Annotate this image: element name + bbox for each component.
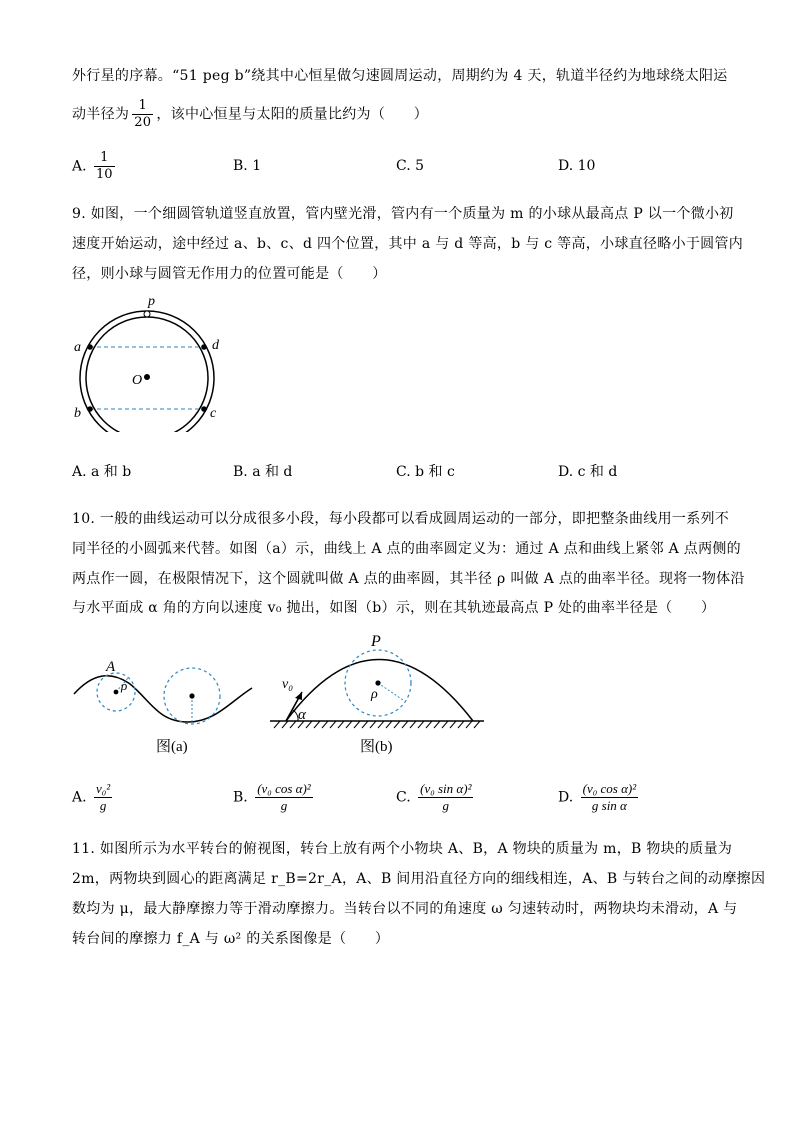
- q8-option-a-fraction: [94, 150, 115, 183]
- q9-point-c: [201, 406, 207, 412]
- q10b-caption: 图(b): [360, 739, 393, 755]
- q10b-label-v0: v₀: [282, 677, 294, 692]
- q9-tube-figure: [66, 292, 236, 432]
- q8-option-d-text: 10: [577, 158, 596, 174]
- q9-point-d: [201, 344, 207, 350]
- q10b-arrowhead: [295, 692, 302, 700]
- q8-option-a-numerator: 1: [94, 150, 115, 167]
- q10-line-1: 10. 一般的曲线运动可以分成很多小段，每小段都可以看成圆周运动的一部分，即把整条曲线用一系列不: [72, 511, 730, 527]
- q10a-label-a: A: [106, 659, 116, 675]
- q10-option-a-fraction: [94, 781, 112, 814]
- q8-option-d[interactable]: [558, 156, 595, 176]
- q10b-radius: [378, 683, 403, 700]
- q10-option-d-denominator: g sin α: [591, 798, 627, 813]
- q10b-trajectory: [286, 660, 473, 722]
- q8-option-a-denominator: 10: [96, 167, 113, 182]
- q9-ball-p: [144, 311, 150, 317]
- q10-option-b-denominator: g: [280, 798, 288, 813]
- q10-option-c-denominator: g: [442, 798, 450, 813]
- q10b-center: [375, 680, 380, 685]
- q9-label-o: O: [132, 373, 143, 388]
- q10-option-d-numerator: (v₀ cos α)²: [582, 781, 637, 796]
- q10a-large-center: [189, 693, 194, 698]
- q10-option-b-fraction: [255, 781, 313, 814]
- q9-option-d[interactable]: D. c 和 d: [558, 464, 618, 480]
- q8-fraction-numerator: 1: [132, 98, 153, 115]
- q8-option-b-key: B.: [233, 158, 248, 174]
- q8-option-c-text: 5: [415, 158, 425, 174]
- q10-option-a-denominator: g: [99, 798, 107, 813]
- q9-option-b[interactable]: B. a 和 d: [233, 464, 293, 480]
- q9-line-3: 径，则小球与圆管无作用力的位置可能是（ ）: [72, 266, 387, 282]
- q10-option-c-fraction: [418, 781, 473, 814]
- q9-label-a: a: [74, 340, 81, 355]
- q10-option-a[interactable]: [72, 781, 115, 814]
- q9-label-d: d: [212, 338, 219, 353]
- q10-figure-a: [70, 652, 260, 762]
- q8-line-2-prefix: 动半径为: [72, 106, 130, 123]
- q10a-small-center: [114, 690, 119, 695]
- q10-option-d-key: D.: [558, 789, 574, 806]
- q8-option-d-key: D.: [558, 158, 574, 174]
- q9-label-b: b: [74, 406, 81, 421]
- q10-option-b-key: B.: [233, 789, 248, 806]
- q10-line-4: 与水平面成 α 角的方向以速度 v₀ 抛出，如图（b）示，则在其轨迹最高点 P 处的曲率半径是（ ）: [72, 600, 716, 616]
- q8-option-c-key: C.: [396, 158, 411, 174]
- q8-line-2-suffix: ，该中心恒星与太阳的质量比约为（ ）: [156, 106, 429, 123]
- q8-line-1: 外行星的序幕。“51 peg b”绕其中心恒星做匀速圆周运动，周期约为 4 天，轨道半径约为地球绕太阳运: [72, 68, 728, 84]
- q8-fraction: [132, 98, 153, 131]
- q10-option-d-fraction: [581, 781, 639, 814]
- q9-label-p: p: [148, 294, 155, 309]
- q10-option-d[interactable]: [558, 781, 641, 814]
- q8-option-b-text: 1: [252, 158, 262, 174]
- q9-point-a: [87, 344, 93, 350]
- q8-line-2: [72, 98, 428, 131]
- q10-option-a-numerator: v₀²: [96, 781, 111, 796]
- q8-option-b[interactable]: [233, 156, 261, 176]
- q9-label-c: c: [210, 406, 217, 421]
- q8-fraction-denominator: 20: [134, 115, 152, 130]
- q10b-label-p: P: [371, 633, 381, 650]
- q10-option-c-numerator: (v₀ sin α)²: [420, 781, 472, 796]
- q10-line-3: 两点作一圆，在极限情况下，这个圆就叫做 A 点的曲率圆，其半径 ρ 叫做 A 点的曲率半径。现将一物体沿: [72, 571, 745, 587]
- q9-outer-ring: [80, 311, 214, 432]
- q11-line-4: 转台间的摩擦力 f_A 与 ω² 的关系图像是（ ）: [72, 931, 390, 947]
- q10-option-c-key: C.: [396, 789, 411, 806]
- q9-line-2: 速度开始运动，途中经过 a、b、c、d 四个位置，其中 a 与 d 等高，b 与 c 等高，小球直径略小于圆管内: [72, 236, 744, 252]
- q10-option-b[interactable]: [233, 781, 316, 814]
- q10b-label-rho: ρ: [371, 687, 378, 702]
- q8-option-a-key: A.: [72, 158, 87, 175]
- q8-option-a[interactable]: [72, 150, 118, 183]
- q10-line-2: 同半径的小圆弧来代替。如图（a）示，曲线上 A 点的曲率圆定义为：通过 A 点和曲线上紧邻 A 点两侧的: [72, 541, 741, 557]
- q9-option-a[interactable]: A. a 和 b: [72, 464, 132, 480]
- q9-line-1: 9. 如图，一个细圆管轨道竖直放置，管内壁光滑，管内有一个质量为 m 的小球从最高点 P 以一个微小初: [72, 206, 734, 222]
- q10-figure-b: [268, 628, 490, 762]
- q11-line-2: 2m，两物块到圆心的距离满足 r_B=2r_A，A、B 间用沿直径方向的细线相连，A、B 与转台之间的动摩擦因: [72, 871, 766, 887]
- q10-option-c[interactable]: [396, 781, 476, 814]
- q10a-curve: [74, 676, 252, 722]
- q9-point-b: [87, 406, 93, 412]
- q10a-label-rho: ρ: [121, 678, 128, 693]
- q9-option-c[interactable]: C. b 和 c: [396, 464, 455, 480]
- q10a-caption: 图(a): [156, 739, 188, 755]
- q8-option-c[interactable]: [396, 156, 424, 176]
- q11-line-3: 数均为 μ，最大静摩擦力等于滑动摩擦力。当转台以不同的角速度 ω 匀速转动时，两物块均未滑动，A 与: [72, 901, 738, 917]
- q11-line-1: 11. 如图所示为水平转台的俯视图，转台上放有两个小物块 A、B，A 物块的质量为 m，B 物块的质量为: [72, 841, 733, 857]
- q9-center-o: [144, 374, 150, 380]
- q10-option-a-key: A.: [72, 789, 87, 806]
- q10b-label-alpha: α: [298, 707, 306, 723]
- q10-option-b-numerator: (v₀ cos α)²: [257, 781, 311, 796]
